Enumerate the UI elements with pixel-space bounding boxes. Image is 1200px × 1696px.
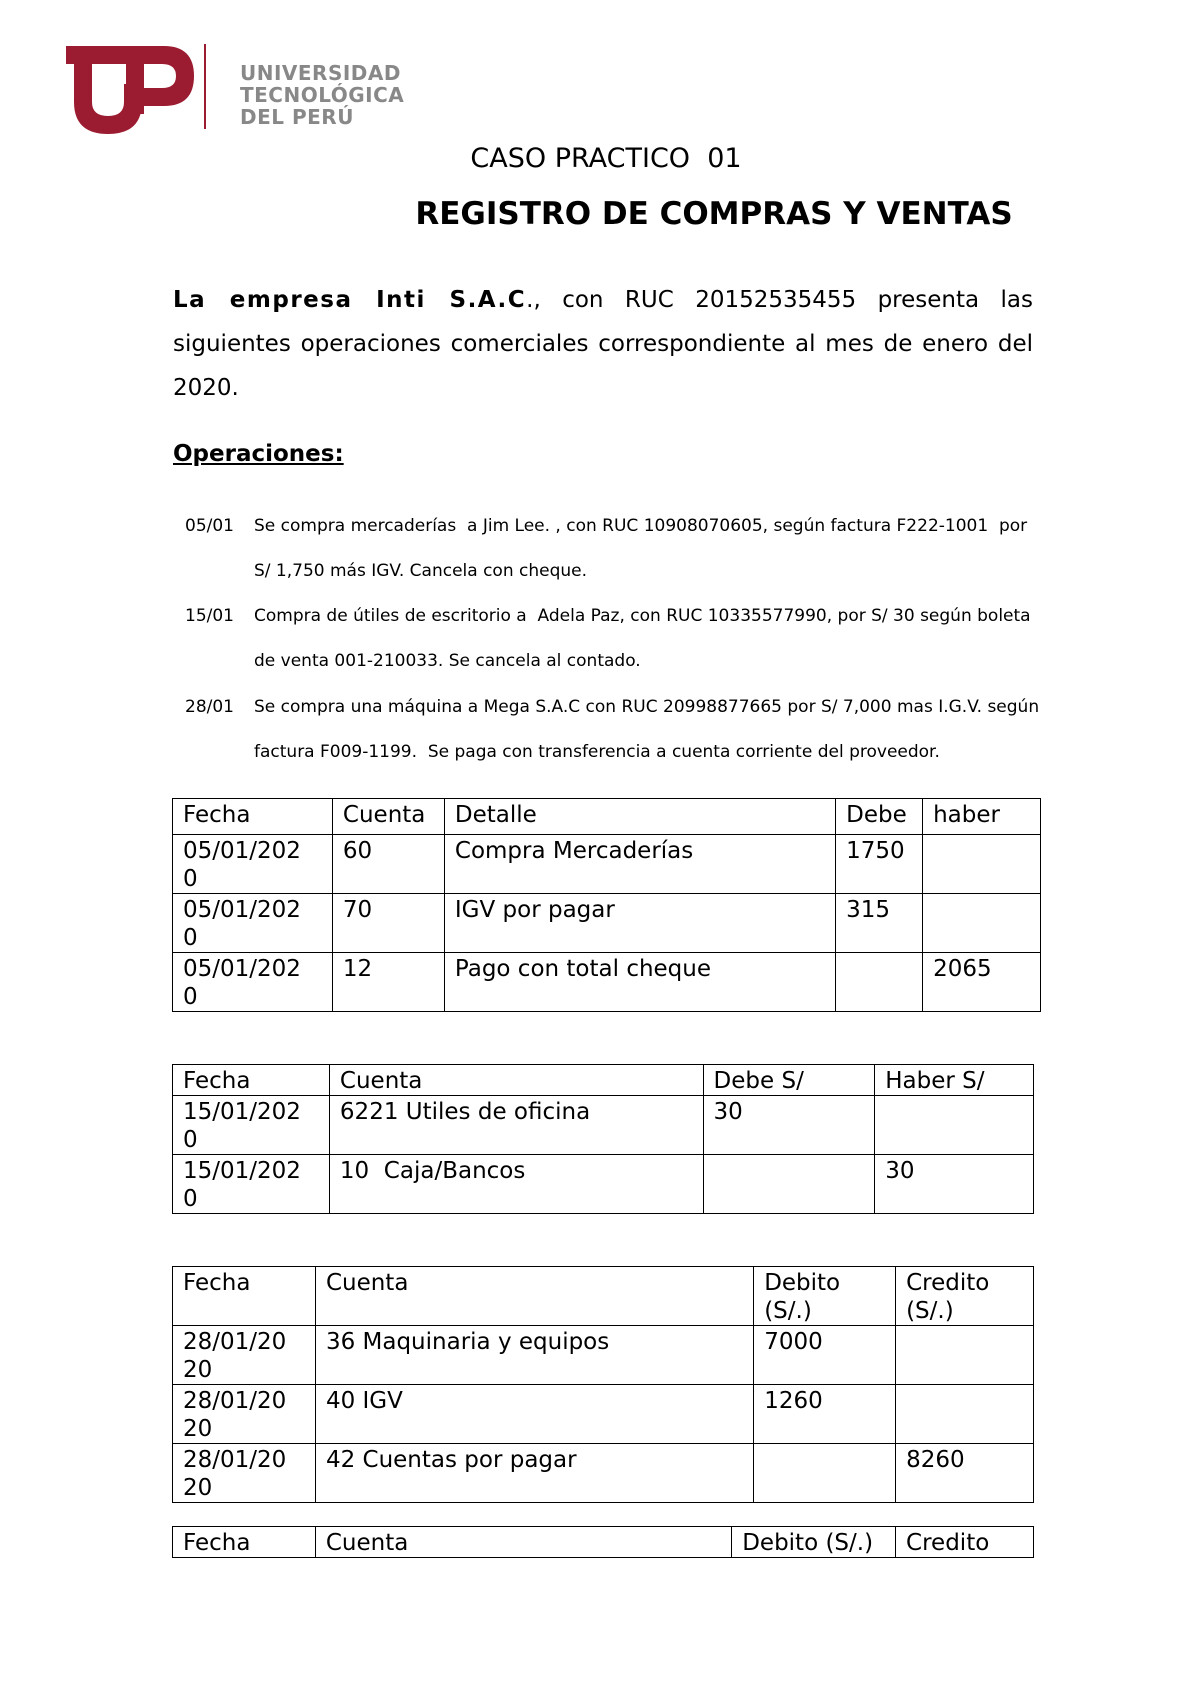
header-cell: Cuenta: [315, 1527, 731, 1558]
operation-text: Compra de útiles de escritorio a Adela Paz, con RUC 10335577990, por S/ 30 según boleta de venta 001-210033. Se cancela al contado.: [254, 606, 1031, 671]
table-header-row: [173, 799, 1041, 835]
table-cell: Pago con total cheque: [444, 953, 835, 1012]
journal-table-4: [172, 1526, 1034, 1558]
operations-heading: Operaciones:: [173, 441, 344, 467]
logo-wordmark: [240, 62, 404, 128]
table-row: [173, 1444, 1034, 1503]
table-cell: 28/01/20 20: [173, 1444, 316, 1503]
table-cell: [875, 1096, 1034, 1155]
operation-date: 05/01: [185, 516, 234, 536]
table-row: [173, 1096, 1034, 1155]
table-cell: 36 Maquinaria y equipos: [315, 1326, 753, 1385]
table-cell: 30: [703, 1096, 875, 1155]
table-cell: [923, 835, 1041, 894]
table-cell: [836, 953, 923, 1012]
header-cell: haber: [923, 799, 1041, 835]
table-row: [173, 953, 1041, 1012]
header-cell: Debito (S/.): [754, 1267, 896, 1326]
header-cell: Cuenta: [315, 1267, 753, 1326]
table-cell: 1260: [754, 1385, 896, 1444]
table-row: [173, 835, 1041, 894]
table-header-row: [173, 1527, 1034, 1558]
table-cell: [703, 1155, 875, 1214]
table-cell: [896, 1326, 1034, 1385]
table-cell: 6221 Utiles de oficina: [329, 1096, 703, 1155]
table-cell: [896, 1385, 1034, 1444]
table-cell: IGV por pagar: [444, 894, 835, 953]
table-cell: 70: [332, 894, 444, 953]
logo-line-3: DEL PERÚ: [240, 105, 354, 129]
table-cell: 28/01/20 20: [173, 1326, 316, 1385]
header-cell: Credito: [896, 1527, 1034, 1558]
table-cell: 315: [836, 894, 923, 953]
header-cell: Debe S/: [703, 1065, 875, 1096]
table-row: [173, 1326, 1034, 1385]
journal-table-1: [172, 798, 1041, 1012]
table-cell: 10 Caja/Bancos: [329, 1155, 703, 1214]
table-cell: 15/01/202 0: [173, 1155, 330, 1214]
table-cell: 8260: [896, 1444, 1034, 1503]
table-header-row: [173, 1267, 1034, 1326]
header-cell: Debito (S/.): [732, 1527, 896, 1558]
table-cell: 42 Cuentas por pagar: [315, 1444, 753, 1503]
operation-text: Se compra una máquina a Mega S.A.C con RUC 20998877665 por S/ 7,000 mas I.G.V. según factura F009-1199. Se paga con transferencia a cuenta corriente del proveedor.: [254, 697, 1040, 762]
header-cell: Haber S/: [875, 1065, 1034, 1096]
table-cell: 30: [875, 1155, 1034, 1214]
header-cell: Cuenta: [332, 799, 444, 835]
intro-paragraph: [173, 278, 1033, 410]
header-cell: Fecha: [173, 799, 333, 835]
table-cell: 05/01/202 0: [173, 894, 333, 953]
operation-text: Se compra mercaderías a Jim Lee. , con RUC 10908070605, según factura F222-1001 por S/ 1,750 más IGV. Cancela con cheque.: [254, 516, 1028, 581]
case-title: CASO PRACTICO 01: [470, 143, 742, 174]
company-name: La empresa Inti S.A.C: [173, 287, 527, 313]
operation-date: 15/01: [185, 606, 234, 626]
table-cell: 28/01/20 20: [173, 1385, 316, 1444]
table-cell: 05/01/202 0: [173, 835, 333, 894]
table-cell: 2065: [923, 953, 1041, 1012]
table-header-row: [173, 1065, 1034, 1096]
header-cell: Cuenta: [329, 1065, 703, 1096]
table-cell: 15/01/202 0: [173, 1096, 330, 1155]
table-row: [173, 1155, 1034, 1214]
table-cell: 60: [332, 835, 444, 894]
intro-text: ., con RUC 20152535455 presenta las siguientes operaciones comerciales correspondiente al mes de enero del 2020.: [173, 287, 1033, 401]
header-cell: Fecha: [173, 1527, 316, 1558]
header-cell: Detalle: [444, 799, 835, 835]
journal-table-2: [172, 1064, 1034, 1214]
table-cell: 7000: [754, 1326, 896, 1385]
table-cell: 12: [332, 953, 444, 1012]
header-cell: Credito (S/.): [896, 1267, 1034, 1326]
table-cell: [923, 894, 1041, 953]
table-cell: 40 IGV: [315, 1385, 753, 1444]
journal-table-3: [172, 1266, 1034, 1503]
table-row: [173, 1385, 1034, 1444]
header-cell: Fecha: [173, 1065, 330, 1096]
table-cell: 1750: [836, 835, 923, 894]
register-title: REGISTRO DE COMPRAS Y VENTAS: [415, 196, 1013, 232]
table-cell: Compra Mercaderías: [444, 835, 835, 894]
table-cell: 05/01/202 0: [173, 953, 333, 1012]
table-cell: [754, 1444, 896, 1503]
logo-line-2: TECNOLÓGICA: [240, 83, 405, 107]
header-cell: Debe: [836, 799, 923, 835]
header-cell: Fecha: [173, 1267, 316, 1326]
operation-date: 28/01: [185, 697, 234, 717]
table-row: [173, 894, 1041, 953]
logo-line-1: UNIVERSIDAD: [240, 61, 401, 85]
